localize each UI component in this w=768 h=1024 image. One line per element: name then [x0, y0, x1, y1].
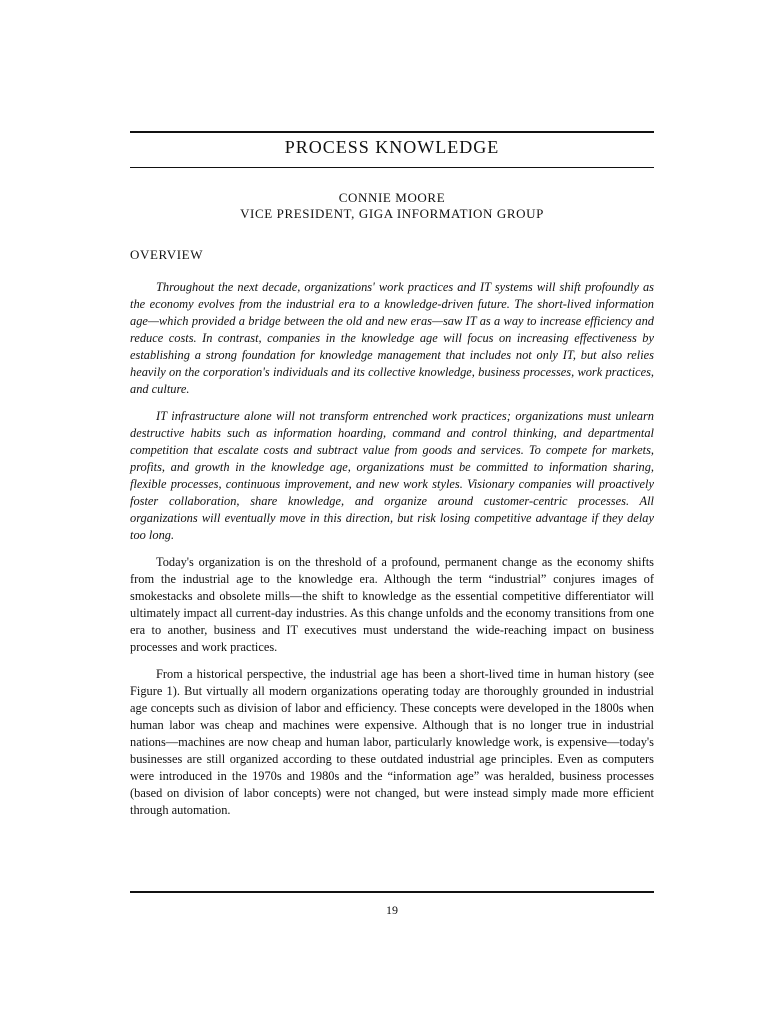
top-rule	[130, 131, 654, 133]
paragraph-2: IT infrastructure alone will not transform entrenched work practices; organizations must unlearn destructive habits such as information hoarding, command and control thinking, and departmental competition that escalate costs and subtract value from goods and services. To compete for markets, profits, and growth in the knowledge age, organizations must be committed to information sharing, flexible processes, continuous improvement, and new work styles. Visionary companies will proactively foster collaboration, share knowledge, and organize around customer-centric processes. All organizations will eventually move in this direction, but risk losing competitive advantage if they delay too long.	[130, 409, 654, 542]
document-page	[130, 0, 654, 1024]
author-name: CONNIE MOORE	[338, 190, 446, 205]
title-underline-rule	[130, 167, 654, 168]
paragraph-1: Throughout the next decade, organizations' work practices and IT systems will shift profoundly as the economy evolves from the industrial era to a knowledge-driven future. The short-lived information age—which provided a bridge between the old and new eras—saw IT as a way to increase efficiency and reduce costs. In contrast, companies in the knowledge age will focus on increasing effectiveness by establishing a strong foundation for knowledge management that includes not only IT, but also relies heavily on the corporation's individuals and its collective knowledge, business processes, work practices, and culture.	[130, 280, 654, 396]
chapter-title: PROCESS KNOWLEDGE	[284, 137, 500, 157]
bottom-rule	[130, 891, 654, 893]
page-number: 19	[386, 903, 398, 917]
paragraph-3: Today's organization is on the threshold of a profound, permanent change as the economy shifts from the industrial age to the knowledge era. Although the term “industrial” conjures images of smokestacks and obsolete mills—the shift to knowledge as the essential competitive differentiator will ultimately impact all current-day industries. As this change unfolds and the economy transitions from one era to another, business and IT executives must understand the wide-reaching impact on business processes and work practices.	[130, 555, 654, 654]
body-text	[130, 279, 654, 829]
author-block	[130, 190, 654, 222]
paragraph-4: From a historical perspective, the industrial age has been a short-lived time in human history (see Figure 1). But virtually all modern organizations operating today are thoroughly grounded in industrial age concepts such as division of labor and efficiency. These concepts were developed in the 1800s when human labor was cheap and machines were expensive. Although that is no longer true in industrial nations—machines are now cheap and human labor, particularly knowledge work, is expensive—today's businesses are still organized according to these outdated industrial age principles. Even as computers were introduced in the 1970s and 1980s and the “information age” was heralded, business processes (based on division of labor concepts) were not changed, but were instead simply made more efficient through automation.	[130, 667, 654, 817]
section-heading: OVERVIEW	[130, 247, 204, 262]
author-affiliation: VICE PRESIDENT, GIGA INFORMATION GROUP	[240, 206, 544, 221]
